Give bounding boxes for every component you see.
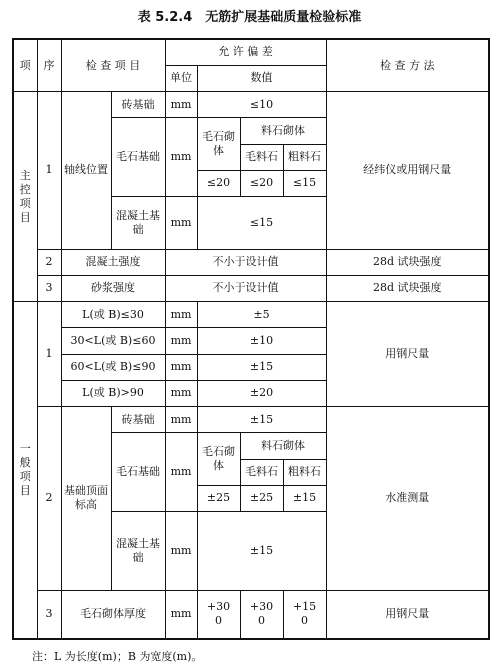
unit-cell: mm <box>165 380 197 406</box>
value-cell: ≤20 <box>240 170 283 196</box>
unit-cell: mm <box>165 407 197 433</box>
header-value: 数值 <box>197 65 326 91</box>
header-check-item: 检 查 项 目 <box>61 39 165 92</box>
sub-header-cell: 毛石砌体 <box>197 433 240 486</box>
unit-cell: mm <box>165 590 197 639</box>
value-cell: ±25 <box>240 485 283 511</box>
value-cell: ≤10 <box>197 92 326 118</box>
sub-header-cell: 毛料石 <box>240 459 283 485</box>
sub-header-cell: 毛石砌体 <box>197 118 240 171</box>
unit-cell: mm <box>165 92 197 118</box>
unit-cell: mm <box>165 118 197 197</box>
sub-item-label: 混凝土基础 <box>111 197 165 250</box>
method-cell: 28d 试块强度 <box>326 275 489 301</box>
row-seq: 1 <box>37 302 61 407</box>
row-seq: 1 <box>37 92 61 250</box>
sub-header-cell: 粗料石 <box>283 144 326 170</box>
value-cell: ≤15 <box>283 170 326 196</box>
method-cell: 经纬仪或用钢尺量 <box>326 92 489 250</box>
value-cell: +15 0 <box>283 590 326 639</box>
row-seq: 3 <box>37 275 61 301</box>
value-cell: ±20 <box>197 380 326 406</box>
check-item-label: 30<L(或 B)≤60 <box>61 328 165 354</box>
sub-header-cell: 料石砌体 <box>240 433 326 459</box>
unit-cell: mm <box>165 197 197 250</box>
method-cell: 用钢尺量 <box>326 590 489 639</box>
sub-item-label: 砖基础 <box>111 92 165 118</box>
check-item-label: 基础顶面标高 <box>61 407 111 591</box>
row-seq: 3 <box>37 590 61 639</box>
group-main-control <box>13 92 37 302</box>
value-cell: ±25 <box>197 485 240 511</box>
group-label: 主控项目 <box>19 168 31 224</box>
sub-item-label: 毛石基础 <box>111 118 165 197</box>
value-cell: ≤15 <box>197 197 326 250</box>
check-item-label: 砂浆强度 <box>61 275 165 301</box>
value-cell: ≤20 <box>197 170 240 196</box>
group-label: 一般项目 <box>19 442 31 497</box>
header-unit: 单位 <box>165 65 197 91</box>
method-cell: 28d 试块强度 <box>326 249 489 275</box>
table-note: 注：L 为长度(m)；B 为宽度(m)。 <box>32 650 203 663</box>
group-general <box>13 302 37 640</box>
header-method: 检 查 方 法 <box>326 39 489 92</box>
check-item-label: L(或 B)≤30 <box>61 302 165 328</box>
value-cell: 不小于设计值 <box>165 249 326 275</box>
row-seq: 2 <box>37 249 61 275</box>
table-title: 表 5.2.4 无筋扩展基础质量检验标准 <box>137 10 362 25</box>
unit-cell: mm <box>165 328 197 354</box>
sub-item-label: 混凝土基础 <box>111 512 165 591</box>
check-item-label: 轴线位置 <box>61 92 111 250</box>
sub-item-label: 毛石基础 <box>111 433 165 512</box>
value-cell: ±15 <box>197 407 326 433</box>
value-cell: ±5 <box>197 302 326 328</box>
unit-cell: mm <box>165 433 197 512</box>
header-item: 项 <box>13 39 37 92</box>
method-cell: 水准测量 <box>326 407 489 591</box>
unit-cell: mm <box>165 512 197 591</box>
method-cell: 用钢尺量 <box>326 302 489 407</box>
header-seq: 序 <box>37 39 61 92</box>
quality-standard-table <box>12 38 490 640</box>
sub-header-cell: 毛料石 <box>240 144 283 170</box>
sub-header-cell: 粗料石 <box>283 459 326 485</box>
sub-header-cell: 料石砌体 <box>240 118 326 144</box>
check-item-label: L(或 B)>90 <box>61 380 165 406</box>
value-cell: +30 0 <box>197 590 240 639</box>
unit-cell: mm <box>165 354 197 380</box>
header-allowed-deviation: 允 许 偏 差 <box>165 39 326 65</box>
check-item-label: 混凝土强度 <box>61 249 165 275</box>
value-cell: +30 0 <box>240 590 283 639</box>
row-seq: 2 <box>37 407 61 591</box>
check-item-label: 毛石砌体厚度 <box>61 590 165 639</box>
value-cell: ±10 <box>197 328 326 354</box>
value-cell: 不小于设计值 <box>165 275 326 301</box>
unit-cell: mm <box>165 302 197 328</box>
value-cell: ±15 <box>197 512 326 591</box>
check-item-label: 60<L(或 B)≤90 <box>61 354 165 380</box>
sub-item-label: 砖基础 <box>111 407 165 433</box>
value-cell: ±15 <box>283 485 326 511</box>
value-cell: ±15 <box>197 354 326 380</box>
